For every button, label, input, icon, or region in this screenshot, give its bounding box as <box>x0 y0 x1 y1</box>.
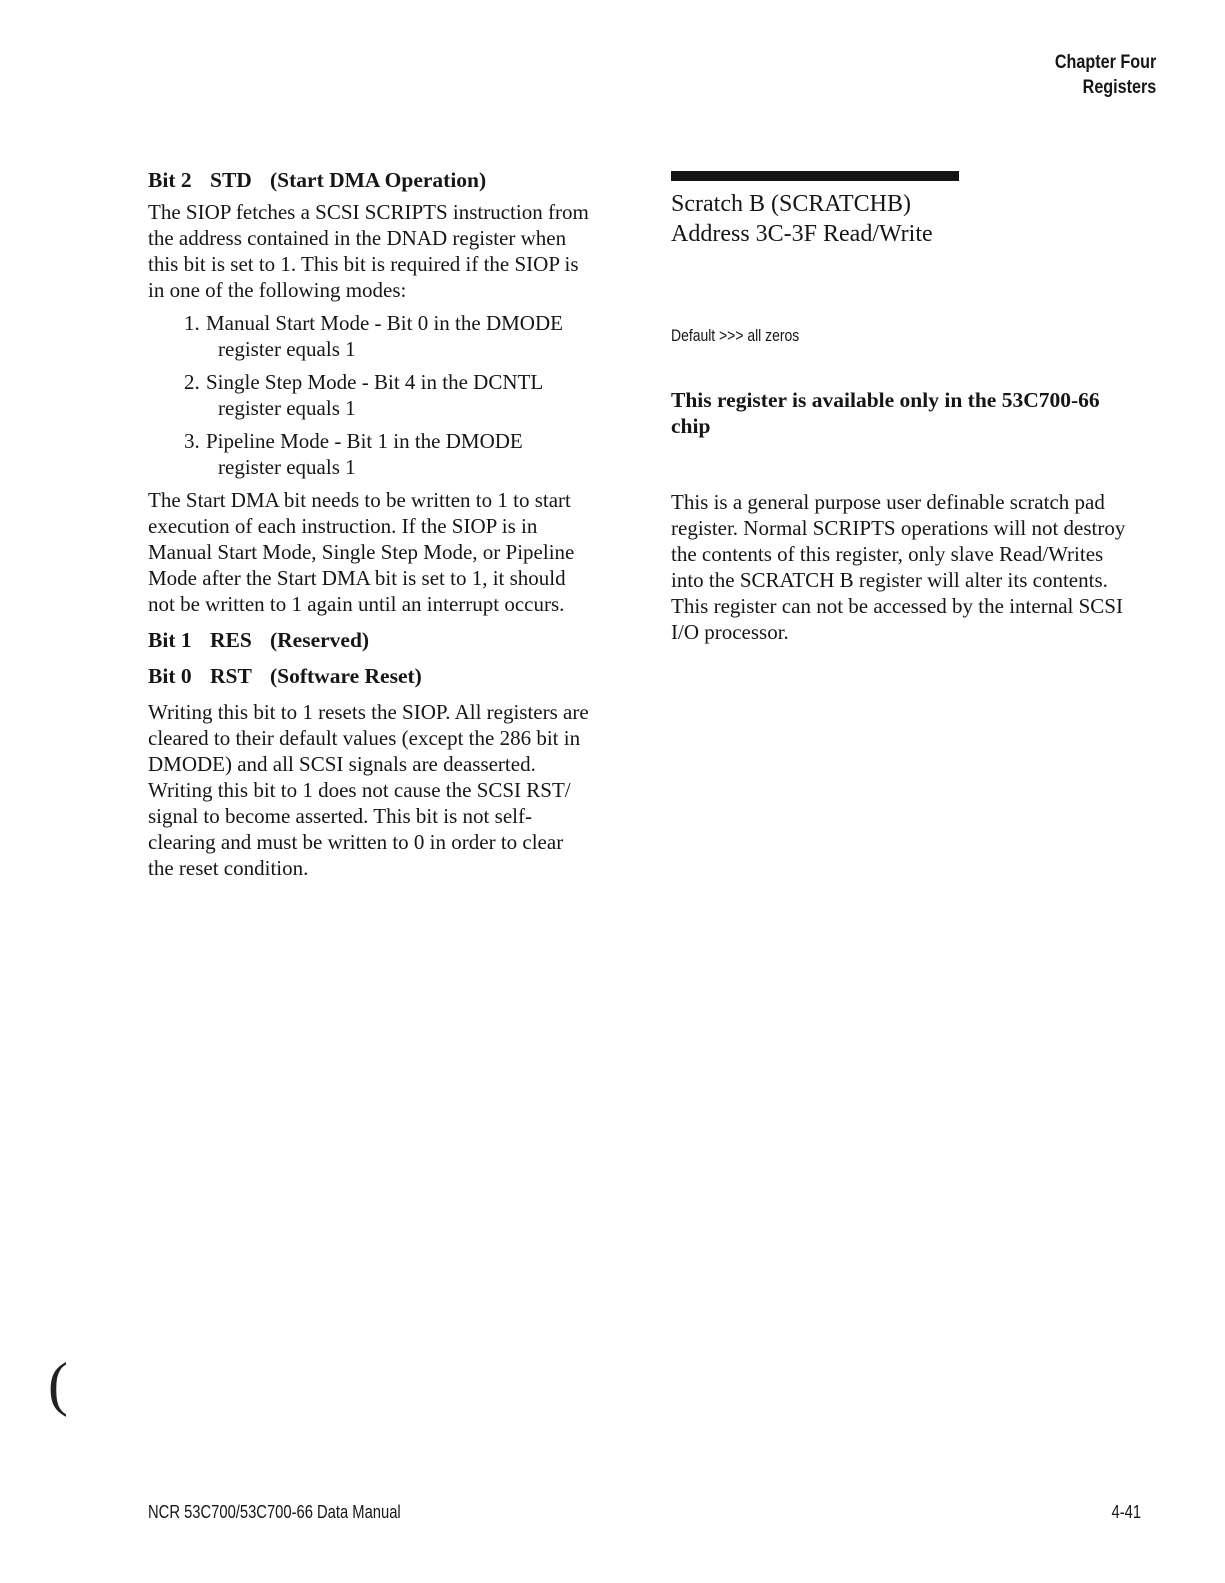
bit2-intro: The SIOP fetches a SCSI SCRIPTS instruction from the address contained in the DNAD register when this bit is set to 1. This bit is required if the SIOP is in one of the following modes: <box>148 200 589 302</box>
bit2-name: (Start DMA Operation) <box>270 168 487 192</box>
bit0-name: (Software Reset) <box>270 664 422 688</box>
bit1-mnemonic: RES <box>210 628 252 652</box>
bit2-outro: The Start DMA bit needs to be written to 1 to start execution of each instruction. If the SIOP is in Manual Start Mode, Single Step Mode, or Pipeline Mode after the Start DMA bit is set to 1, it should not be written to 1 again until an interrupt occurs. <box>148 488 575 616</box>
bit1-number: Bit 1 <box>148 628 192 652</box>
register-rule <box>671 171 959 181</box>
mode-line1: Pipeline Mode - Bit 1 in the DMODE <box>206 429 523 453</box>
left-column <box>148 167 628 881</box>
right-column <box>671 171 1131 249</box>
bit0-description: Writing this bit to 1 resets the SIOP. All registers are cleared to their default values (except the 286 bit in DMODE) and all SCSI signals are deasserted. Writing this bit to 1 does not cause the SCSI RST/ signal to become asserted. This bit is not self-clearing and must be written to 0 in order to clear the reset condition. <box>148 700 589 880</box>
register-name: Scratch B (SCRATCHB) <box>671 191 911 217</box>
mode-line1: Manual Start Mode - Bit 0 in the DMODE <box>206 311 563 335</box>
mode-line2: register equals 1 <box>218 396 356 420</box>
mode-number: 2. <box>184 370 200 394</box>
running-header <box>1055 50 1156 100</box>
binding-hole-mark: ( <box>48 1351 68 1417</box>
page-number: 4-41 <box>1111 1502 1141 1522</box>
bit2-heading <box>148 167 628 193</box>
register-address: Address 3C-3F Read/Write <box>671 221 933 247</box>
chapter-label: Chapter Four <box>1054 52 1156 73</box>
mode-number: 3. <box>184 429 200 453</box>
mode-item <box>184 310 628 362</box>
section-label: Registers <box>1082 77 1156 98</box>
mode-item <box>184 428 628 480</box>
bit2-mnemonic: STD <box>210 168 252 192</box>
mode-item <box>184 369 628 421</box>
bit1-name: (Reserved) <box>270 628 370 652</box>
bit0-number: Bit 0 <box>148 664 192 688</box>
availability-note: This register is available only in the 53C700-66 chip <box>671 388 1100 438</box>
mode-line2: register equals 1 <box>218 337 356 361</box>
bit0-mnemonic: RST <box>210 664 252 688</box>
default-value: Default >>> all zeros <box>671 326 800 345</box>
bit2-number: Bit 2 <box>148 168 192 192</box>
footer-manual: NCR 53C700/53C700-66 Data Manual <box>148 1502 401 1522</box>
register-description: This is a general purpose user definable scratch pad register. Normal SCRIPTS operations will not destroy the contents of this register, only slave Read/Writes into the SCRATCH B register will alter its contents. This register can not be accessed by the internal SCSI I/O processor. <box>671 490 1126 644</box>
bit2-mode-list <box>184 310 628 480</box>
mode-number: 1. <box>184 311 200 335</box>
bit0-heading <box>148 663 628 689</box>
bit1-heading <box>148 627 628 653</box>
mode-line2: register equals 1 <box>218 455 356 479</box>
mode-line1: Single Step Mode - Bit 4 in the DCNTL <box>206 370 544 394</box>
